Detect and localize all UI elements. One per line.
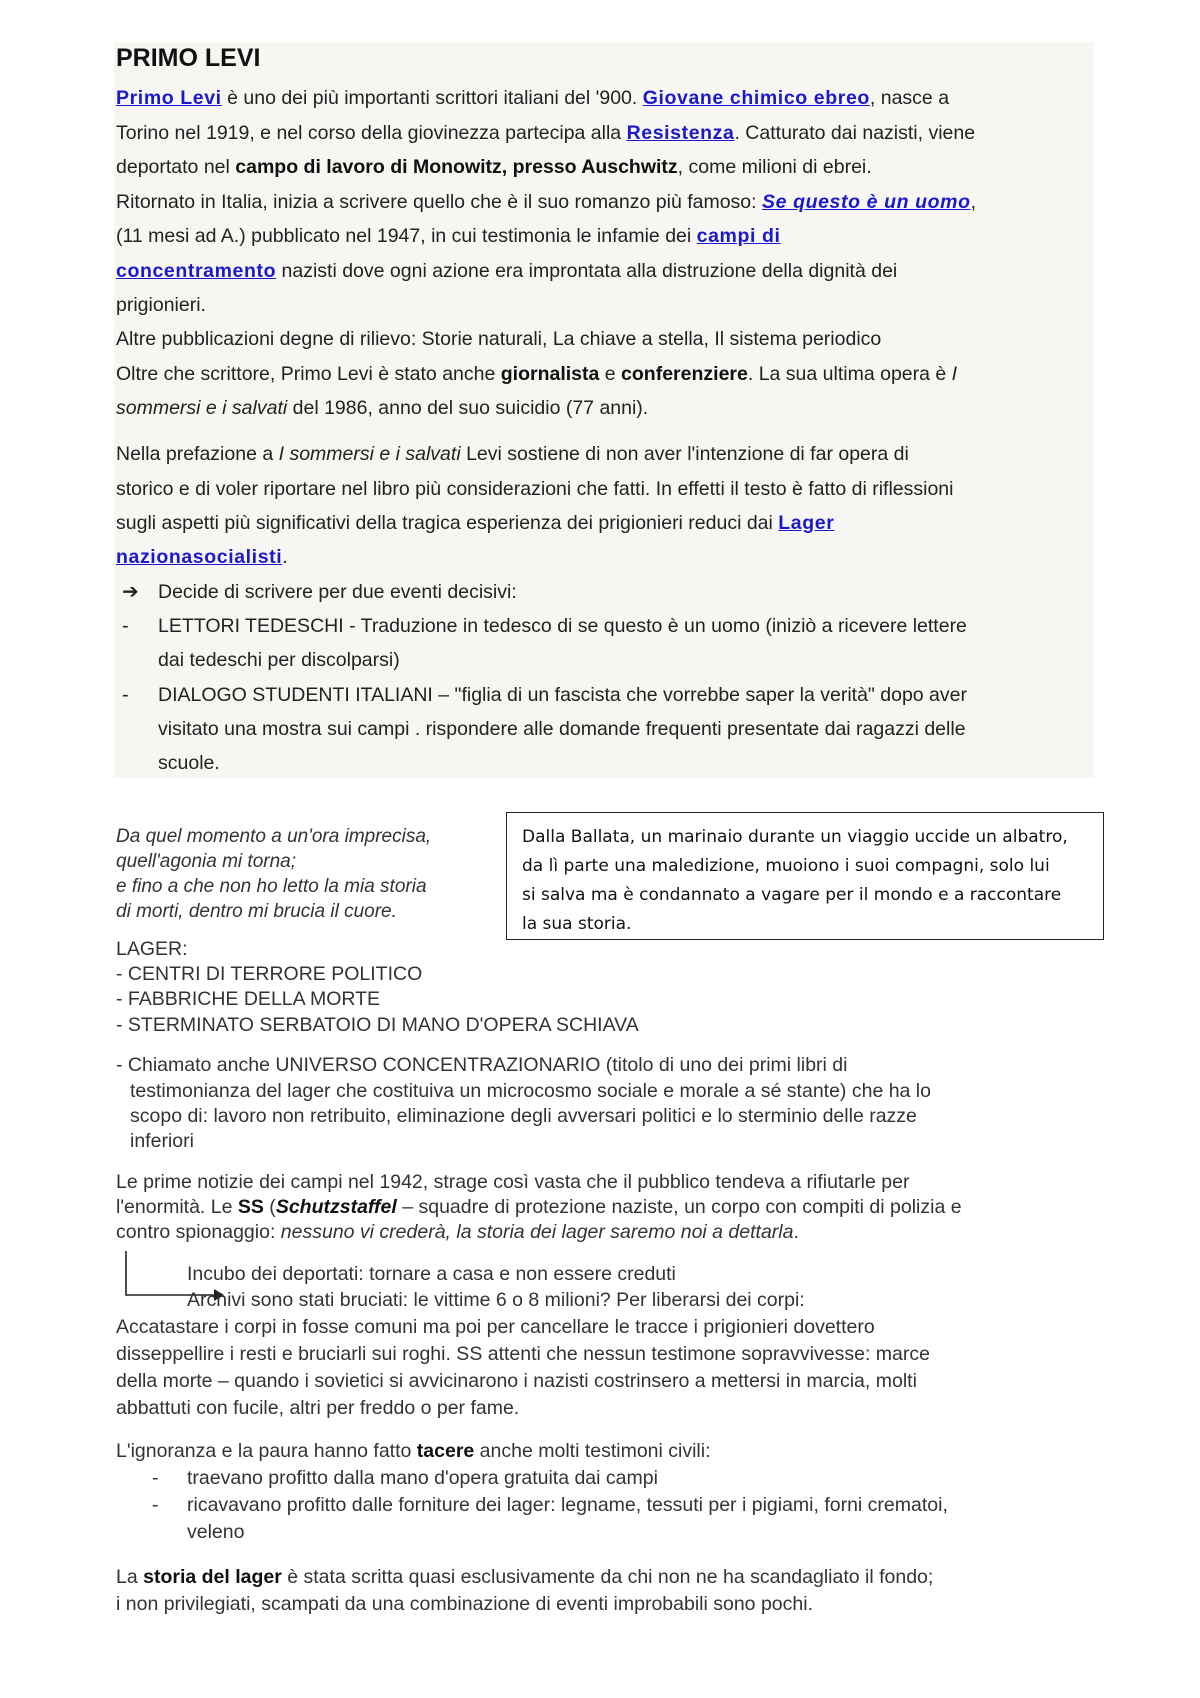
poem-line: Da quel momento a un'ora imprecisa, bbox=[116, 826, 432, 847]
ballata-line: si salva ma è condannato a vagare per il mondo e a raccontare bbox=[522, 885, 1062, 905]
link-campi-di-concentramento[interactable]: campi di bbox=[696, 225, 781, 247]
link-se-questo-e-un-uomo[interactable]: Se questo è un uomo bbox=[762, 191, 971, 213]
paragraph-line: Incubo dei deportati: tornare a casa e non essere creduti bbox=[187, 1263, 676, 1285]
paragraph-line: contro spionaggio: nessuno vi crederà, la storia dei lager saremo noi a dettarla. bbox=[116, 1221, 799, 1243]
dash-bullet: - bbox=[152, 1494, 159, 1516]
lager-item: - Chiamato anche UNIVERSO CONCENTRAZIONARIO (titolo di uno dei primi libri di bbox=[116, 1054, 848, 1076]
paragraph-line: prigionieri. bbox=[116, 294, 206, 316]
paragraph-line: Nella prefazione a I sommersi e i salvati Levi sostiene di non aver l'intenzione di far opera di bbox=[116, 443, 909, 465]
poem-quote bbox=[116, 824, 431, 924]
bold-text: SS bbox=[237, 1196, 264, 1218]
italic-text: nessuno vi crederà, la storia dei lager saremo noi a dettarla bbox=[280, 1221, 794, 1243]
link-lager-nazionasocialisti[interactable]: Lager bbox=[778, 512, 835, 534]
paragraph-line: Oltre che scrittore, Primo Levi è stato anche giornalista e conferenziere. La sua ultima opera è I bbox=[116, 363, 958, 385]
lager-item: inferiori bbox=[130, 1130, 194, 1152]
lager-heading: LAGER: bbox=[116, 938, 188, 960]
list-item: veleno bbox=[187, 1521, 245, 1543]
ballata-line: la sua storia. bbox=[522, 914, 632, 934]
link-lager-nazionasocialisti[interactable]: nazionasocialisti bbox=[116, 546, 283, 568]
list-item: visitato una mostra sui campi . rispondere alle domande frequenti presentate dai ragazzi delle bbox=[158, 718, 966, 740]
dash-bullet: - bbox=[122, 615, 129, 637]
link-resistenza[interactable]: Resistenza bbox=[626, 122, 735, 144]
italic-text: I bbox=[951, 363, 958, 385]
poem-line: quell'agonia mi torna; bbox=[116, 851, 297, 872]
paragraph-line: Accatastare i corpi in fosse comuni ma poi per cancellare le tracce i prigionieri dovettero bbox=[116, 1316, 875, 1338]
poem-line: e fino a che non ho letto la mia storia bbox=[116, 876, 427, 897]
bold-text: tacere bbox=[416, 1440, 475, 1462]
bold-text: storia del lager bbox=[143, 1566, 282, 1588]
paragraph-line: della morte – quando i sovietici si avvicinarono i nazisti costrinsero a mettersi in marcia, molti bbox=[116, 1370, 917, 1392]
paragraph-line: sugli aspetti più significativi della tragica esperienza dei prigionieri reduci dai Lager bbox=[116, 512, 835, 534]
list-item: dai tedeschi per discolparsi) bbox=[158, 649, 400, 671]
bold-text: giornalista bbox=[500, 363, 600, 385]
ballata-line: da lì parte una maledizione, muoiono i suoi compagni, solo lui bbox=[522, 856, 1050, 876]
dash-bullet: - bbox=[152, 1467, 159, 1489]
ballata-note-box bbox=[506, 812, 1104, 940]
paragraph-line: (11 mesi ad A.) pubblicato nel 1947, in cui testimonia le infamie dei campi di bbox=[116, 225, 781, 247]
paragraph-line: nazionasocialisti. bbox=[116, 546, 288, 568]
lager-item: testimonianza del lager che costituiva un microcosmo sociale e morale a sé stante) che ha lo bbox=[130, 1080, 931, 1102]
italic-text: sommersi e i salvati bbox=[116, 397, 288, 419]
paragraph-line: deportato nel campo di lavoro di Monowitz, presso Auschwitz, come milioni di ebrei. bbox=[116, 156, 872, 178]
paragraph-line: Le prime notizie dei campi nel 1942, strage così vasta che il pubblico tendeva a rifiutarle per bbox=[116, 1171, 910, 1193]
link-campi-di-concentramento[interactable]: concentramento bbox=[116, 260, 277, 282]
link-primo-levi[interactable]: Primo Levi bbox=[116, 87, 222, 109]
bold-italic-text: Schutzstaffel bbox=[275, 1196, 397, 1218]
lager-item: - FABBRICHE DELLA MORTE bbox=[116, 988, 381, 1010]
list-item: scuole. bbox=[158, 752, 220, 774]
lager-item: - CENTRI DI TERRORE POLITICO bbox=[116, 963, 423, 985]
italic-text: I sommersi e i salvati bbox=[278, 443, 461, 465]
paragraph-line: abbattuti con fucile, altri per freddo o per fame. bbox=[116, 1397, 520, 1419]
paragraph-line: Torino nel 1919, e nel corso della giovinezza partecipa alla Resistenza. Catturato dai nazisti, viene bbox=[116, 122, 976, 144]
paragraph-line: storico e di voler riportare nel libro più considerazioni che fatti. In effetti il testo è fatto di riflessioni bbox=[116, 478, 954, 500]
paragraph-line: Primo Levi è uno dei più importanti scrittori italiani del '900. Giovane chimico ebreo, nasce a bbox=[116, 87, 950, 109]
list-item: traevano profitto dalla mano d'opera gratuita dai campi bbox=[187, 1467, 658, 1489]
list-item: ricavavano profitto dalle forniture dei lager: legname, tessuti per i pigiami, forni crematoi, bbox=[187, 1494, 948, 1516]
page-title: PRIMO LEVI bbox=[116, 44, 261, 72]
paragraph-line: L'ignoranza e la paura hanno fatto tacere anche molti testimoni civili: bbox=[116, 1440, 711, 1462]
lager-item: scopo di: lavoro non retribuito, eliminazione degli avversari politici e lo sterminio delle razze bbox=[130, 1105, 917, 1127]
bold-text: campo di lavoro di Monowitz, presso Auschwitz bbox=[235, 156, 678, 178]
paragraph-line: La storia del lager è stata scritta quasi esclusivamente da chi non ne ha scandagliato il fondo; bbox=[116, 1566, 934, 1588]
dash-bullet: - bbox=[122, 684, 129, 706]
paragraph-line: Archivi sono stati bruciati: le vittime 6 o 8 milioni? Per liberarsi dei corpi: bbox=[187, 1289, 805, 1311]
poem-line: di morti, dentro mi brucia il cuore. bbox=[116, 901, 397, 922]
list-item: DIALOGO STUDENTI ITALIANI – "figlia di un fascista che vorrebbe saper la verità" dopo aver bbox=[158, 684, 967, 706]
arrow-right-icon: ➔ bbox=[122, 581, 139, 603]
paragraph-line: Altre pubblicazioni degne di rilievo: Storie naturali, La chiave a stella, Il sistema periodico bbox=[116, 328, 882, 350]
paragraph-line: i non privilegiati, scampati da una combinazione di eventi improbabili sono pochi. bbox=[116, 1593, 813, 1615]
ballata-line: Dalla Ballata, un marinaio durante un viaggio uccide un albatro, bbox=[522, 827, 1068, 847]
bold-text: conferenziere bbox=[621, 363, 748, 385]
lager-item: - STERMINATO SERBATOIO DI MANO D'OPERA SCHIAVA bbox=[116, 1014, 639, 1036]
paragraph-line: disseppellire i resti e bruciarli sui roghi. SS attenti che nessun testimone sopravvivesse: marce bbox=[116, 1343, 930, 1365]
paragraph-line: concentramento nazisti dove ogni azione era improntata alla distruzione della dignità dei bbox=[116, 260, 898, 282]
list-item: LETTORI TEDESCHI - Traduzione in tedesco di se questo è un uomo (iniziò a ricevere lettere bbox=[158, 615, 967, 637]
link-giovane-chimico-ebreo[interactable]: Giovane chimico ebreo bbox=[642, 87, 870, 109]
paragraph-line: l'enormità. Le SS (Schutzstaffel – squadre di protezione naziste, un corpo con compiti di polizia e bbox=[116, 1196, 962, 1218]
paragraph-line: Ritornato in Italia, inizia a scrivere quello che è il suo romanzo più famoso: Se questo è un uomo, bbox=[116, 191, 977, 213]
paragraph-line: sommersi e i salvati del 1986, anno del suo suicidio (77 anni). bbox=[116, 397, 649, 419]
list-item: Decide di scrivere per due eventi decisivi: bbox=[158, 581, 517, 603]
